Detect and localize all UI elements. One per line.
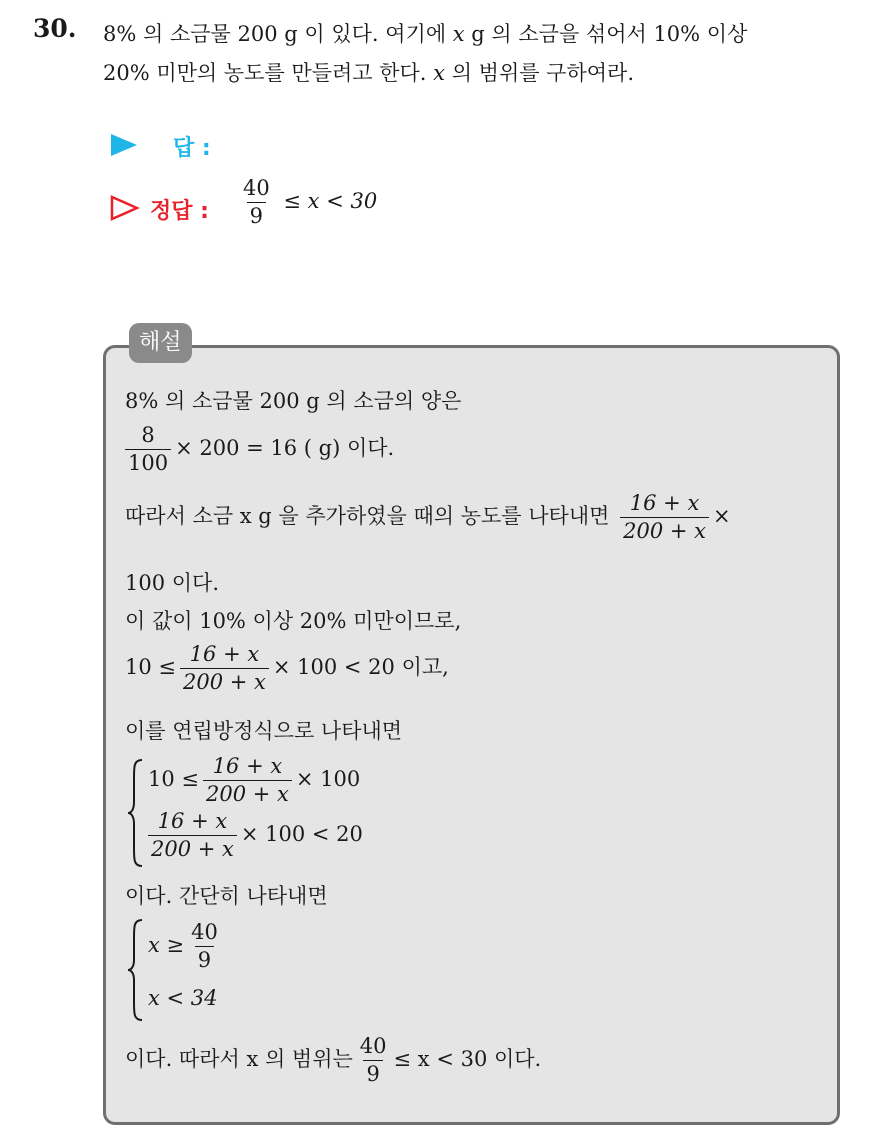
outline-arrow-icon — [110, 195, 140, 221]
solution-line — [125, 492, 731, 543]
system-eq-1 — [148, 755, 360, 806]
play-arrow-icon — [110, 133, 140, 157]
denominator: 200 + x — [180, 668, 269, 694]
system-eq-2 — [148, 810, 363, 861]
fraction — [620, 492, 709, 543]
question-line-1 — [103, 18, 747, 48]
numerator: 16 + x — [157, 809, 228, 833]
question-text: 의 범위를 구하여라. — [445, 61, 635, 85]
equation-text: × 100 — [295, 767, 361, 792]
equation-text: x ≥ — [148, 933, 185, 958]
equation-text: 10 ≤ — [148, 767, 199, 792]
solution-tag: 해설 — [129, 323, 192, 363]
equation-text: × 100 < 20 이고, — [272, 655, 449, 680]
fraction — [188, 921, 221, 972]
denominator: 200 + x — [203, 780, 292, 806]
numerator: 40 — [191, 920, 218, 944]
equation-text: × 100 < 20 — [240, 822, 363, 847]
question-text: g 의 소금을 섞어서 10% 이상 — [464, 22, 748, 46]
left-brace-icon — [126, 758, 146, 868]
solution-text: 따라서 소금 x g 을 추가하였을 때의 농도를 나타내면 — [125, 504, 610, 529]
times-sign: × — [712, 504, 731, 529]
denominator: 9 — [363, 1060, 382, 1086]
fraction — [125, 424, 171, 475]
denominator: 9 — [247, 202, 266, 228]
solution-line: 이다. 간단히 나타내면 — [125, 884, 328, 908]
variable-x: x — [433, 61, 446, 85]
inequality: ≤ x < 30 — [276, 189, 378, 214]
numerator: 40 — [359, 1034, 387, 1058]
solution-line — [125, 424, 394, 475]
solution-line — [125, 643, 449, 694]
denominator: 200 + x — [148, 835, 237, 861]
denominator: 9 — [195, 946, 214, 972]
solution-line: 8% 의 소금물 200 g 의 소금의 양은 — [125, 389, 462, 413]
solution-text: ≤ x < 30 이다. — [393, 1047, 542, 1072]
question-number: 30. — [33, 14, 77, 43]
fraction — [180, 643, 269, 694]
solution-line — [125, 1035, 541, 1086]
question-text: 8% 의 소금물 200 g 이 있다. 여기에 — [103, 22, 453, 46]
answer-label: 답 : — [173, 136, 211, 161]
fraction — [203, 755, 292, 806]
fraction — [148, 810, 237, 861]
correct-answer-value — [236, 177, 377, 228]
question-text: 20% 미만의 농도를 만들려고 한다. — [103, 61, 434, 85]
denominator: 100 — [125, 449, 171, 475]
equation-text: 10 ≤ — [125, 655, 176, 680]
numerator: 40 — [243, 176, 270, 200]
simplified-eq-2: x < 34 — [148, 986, 218, 1010]
solution-line: 이 값이 10% 이상 20% 미만이므로, — [125, 609, 462, 633]
solution-line: 100 이다. — [125, 571, 220, 595]
fraction — [240, 177, 273, 228]
numerator: 16 + x — [629, 491, 700, 515]
numerator: 16 + x — [212, 754, 283, 778]
question-line-2 — [103, 57, 634, 87]
numerator: 16 + x — [189, 642, 260, 666]
variable-x: x — [452, 22, 465, 46]
denominator: 200 + x — [620, 517, 709, 543]
numerator: 8 — [141, 423, 155, 447]
fraction — [357, 1035, 390, 1086]
equation-text: × 200 = 16 ( g) 이다. — [175, 436, 395, 461]
correct-answer-label: 정답 : — [150, 199, 209, 224]
simplified-eq-1 — [148, 921, 225, 972]
left-brace-icon — [126, 918, 146, 1022]
solution-text: 이다. 따라서 x 의 범위는 — [125, 1047, 353, 1072]
solution-line: 이를 연립방정식으로 나타내면 — [125, 719, 403, 743]
